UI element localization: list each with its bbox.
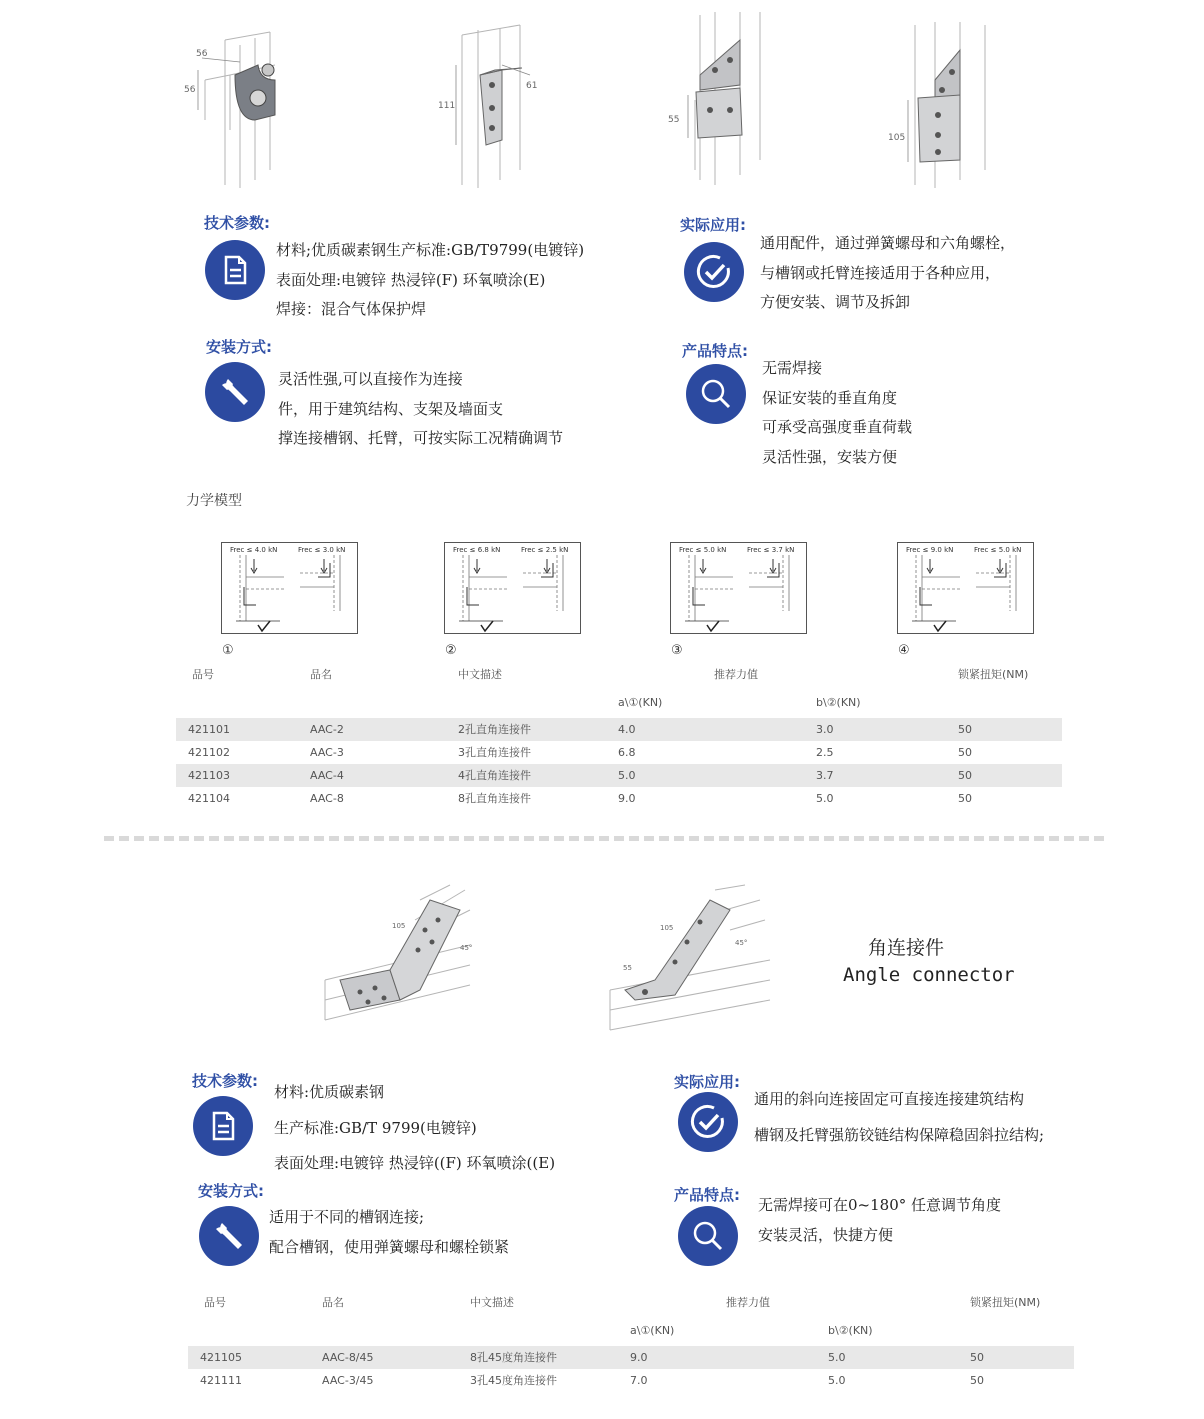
force-limit-a: Frec ≤ 5.0 kN <box>679 546 727 554</box>
cell-a: 9.0 <box>630 1351 648 1364</box>
cell-desc: 2孔直角连接件 <box>458 723 531 736</box>
text-line: 件，用于建筑结构、支架及墙面支 <box>278 399 504 418</box>
cell-code: 421104 <box>188 792 230 805</box>
cell-b: 5.0 <box>816 792 834 805</box>
table-row <box>176 764 1062 787</box>
dimension-label: 55 <box>668 115 680 125</box>
cell-code: 421111 <box>200 1374 242 1387</box>
cell-a: 5.0 <box>618 769 636 782</box>
application-title: 实际应用: <box>680 216 746 234</box>
cell-name: AAC-2 <box>310 723 344 736</box>
force-limit-a: Frec ≤ 4.0 kN <box>230 546 278 554</box>
dimension-label: 105 <box>392 922 406 930</box>
text-line: 与槽钢或托臂连接适用于各种应用， <box>760 263 1001 282</box>
header-name: 品名 <box>310 668 332 681</box>
text-line: 保证安装的垂直角度 <box>762 388 898 407</box>
dimension-label: 55 <box>623 964 632 972</box>
mechanics-title: 力学模型 <box>186 493 242 509</box>
header-desc: 中文描述 <box>458 668 502 681</box>
cell-desc: 3孔45度角连接件 <box>470 1374 557 1387</box>
mechanics-diagram <box>444 542 581 634</box>
check-circle-icon <box>684 242 744 302</box>
cell-b: 5.0 <box>828 1351 846 1364</box>
header-desc: 中文描述 <box>470 1296 514 1309</box>
table-row <box>176 718 1062 741</box>
wrench-icon <box>205 362 265 422</box>
cell-name: AAC-8 <box>310 792 344 805</box>
tech-params-text <box>274 1075 555 1182</box>
product-image-aac-2 <box>180 20 300 190</box>
text-line: 可承受高强度垂直荷载 <box>762 418 913 436</box>
cell-desc: 8孔45度角连接件 <box>470 1351 557 1364</box>
force-limit-a: Frec ≤ 9.0 kN <box>906 546 954 554</box>
header-torque: 锁紧扭矩(NM) <box>958 668 1029 681</box>
application-title: 实际应用: <box>674 1073 740 1091</box>
dimension-label: 45° <box>735 939 748 947</box>
cell-torque: 50 <box>970 1374 984 1387</box>
cell-torque: 50 <box>958 723 972 736</box>
text-line: 安装灵活，快捷方便 <box>758 1225 894 1244</box>
diagram-number: ② <box>445 643 457 658</box>
text-line: 配合槽钢，使用弹簧螺母和螺栓锁紧 <box>269 1237 510 1256</box>
magnifier-icon <box>686 364 746 424</box>
cell-desc: 3孔直角连接件 <box>458 746 531 759</box>
cell-a: 7.0 <box>630 1374 648 1387</box>
cell-b: 3.7 <box>816 769 834 782</box>
features-text <box>762 354 912 472</box>
text-line: 通用配件，通过弹簧螺母和六角螺栓， <box>760 234 1016 252</box>
cell-a: 4.0 <box>618 723 636 736</box>
text-line: 无需焊接 <box>762 359 823 377</box>
cell-b: 3.0 <box>816 723 834 736</box>
mechanics-diagram <box>897 542 1034 634</box>
cell-name: AAC-8/45 <box>322 1351 374 1364</box>
cell-torque: 50 <box>958 792 972 805</box>
text-line: 槽钢及托臂强筋铰链结构保障稳固斜拉结构; <box>754 1125 1045 1144</box>
header-force: 推荐力值 <box>714 668 758 681</box>
text-line: 表面处理:电镀锌 热浸锌(F) 环氧喷涂(E) <box>276 270 546 289</box>
diagram-number: ③ <box>671 643 683 658</box>
table-row <box>188 1346 1074 1369</box>
product-image-aac-8 <box>880 20 1010 190</box>
cell-b: 2.5 <box>816 746 834 759</box>
product-image-aac-8-45 <box>320 880 480 1030</box>
dimension-label: 105 <box>660 924 674 932</box>
force-limit-b: Frec ≤ 3.7 kN <box>747 546 795 554</box>
text-line: 撑连接槽钢、托臂，可按实际工况精确调节 <box>278 429 564 447</box>
header-force-b: b\②(KN) <box>816 696 861 709</box>
force-limit-b: Frec ≤ 5.0 kN <box>974 546 1022 554</box>
features-title: 产品特点: <box>674 1186 740 1204</box>
cell-name: AAC-4 <box>310 769 344 782</box>
product-name-en: Angle connector <box>843 964 1015 986</box>
text-line: 灵活性强，安装方便 <box>762 447 898 466</box>
cell-code: 421105 <box>200 1351 242 1364</box>
application-text <box>760 229 1015 318</box>
wrench-icon <box>199 1206 259 1266</box>
text-line: 生产标准:GB/T 9799(电镀锌) <box>274 1118 477 1137</box>
header-force: 推荐力值 <box>726 1296 770 1309</box>
diagram-number: ④ <box>898 643 910 658</box>
product-image-aac-3-45 <box>605 880 775 1040</box>
cell-a: 9.0 <box>618 792 636 805</box>
dimension-label: 56 <box>196 49 208 59</box>
force-limit-b: Frec ≤ 3.0 kN <box>298 546 346 554</box>
features-title: 产品特点: <box>682 342 748 360</box>
text-line: 材料;优质碳素钢生产标准:GB/T9799(电镀锌) <box>276 241 585 259</box>
table-body <box>176 718 1062 810</box>
section-divider <box>104 836 1104 842</box>
dimension-label: 45° <box>460 944 473 952</box>
dimension-label: 61 <box>526 81 538 91</box>
tech-params-title: 技术参数: <box>192 1072 258 1090</box>
cell-code: 421102 <box>188 746 230 759</box>
installation-text <box>269 1203 509 1262</box>
cell-desc: 8孔直角连接件 <box>458 792 531 805</box>
cell-desc: 4孔直角连接件 <box>458 769 531 782</box>
text-line: 通用的斜向连接固定可直接连接建筑结构 <box>754 1090 1025 1108</box>
product-image-aac-4 <box>660 10 780 190</box>
dimension-label: 111 <box>438 101 456 111</box>
cell-code: 421103 <box>188 769 230 782</box>
application-text <box>754 1082 1044 1153</box>
product-image-aac-3 <box>430 20 550 190</box>
cell-a: 6.8 <box>618 746 636 759</box>
table-row <box>188 1369 1074 1392</box>
cell-torque: 50 <box>958 746 972 759</box>
spec-table-1 <box>176 660 1062 810</box>
header-name: 品名 <box>322 1296 344 1309</box>
text-line: 无需焊接可在0~180° 任意调节角度 <box>758 1196 1002 1214</box>
table-row <box>176 741 1062 764</box>
diagram-number: ① <box>222 643 234 658</box>
force-limit-b: Frec ≤ 2.5 kN <box>521 546 569 554</box>
header-code: 品号 <box>204 1296 226 1309</box>
mechanics-diagram <box>670 542 807 634</box>
table-row <box>176 787 1062 810</box>
tech-params-text <box>276 236 584 325</box>
cell-name: AAC-3 <box>310 746 344 759</box>
force-limit-a: Frec ≤ 6.8 kN <box>453 546 501 554</box>
header-force-b: b\②(KN) <box>828 1324 873 1337</box>
header-code: 品号 <box>192 668 214 681</box>
document-icon <box>205 240 265 300</box>
header-force-a: a\①(KN) <box>618 696 663 709</box>
cell-name: AAC-3/45 <box>322 1374 374 1387</box>
document-icon <box>193 1096 253 1156</box>
spec-table-2 <box>188 1288 1074 1398</box>
text-line: 表面处理:电镀锌 热浸锌((F) 环氧喷涂((E) <box>274 1154 556 1172</box>
text-line: 方便安装、调节及拆卸 <box>760 293 911 311</box>
text-line: 焊接：混合气体保护焊 <box>276 300 427 318</box>
dimension-label: 105 <box>888 133 906 143</box>
installation-title: 安装方式: <box>206 338 272 356</box>
tech-params-title: 技术参数: <box>204 214 270 232</box>
product-name-cn: 角连接件 <box>868 937 945 959</box>
text-line: 材料:优质碳素钢 <box>274 1083 385 1101</box>
installation-title: 安装方式: <box>198 1182 264 1200</box>
cell-code: 421101 <box>188 723 230 736</box>
header-torque: 锁紧扭矩(NM) <box>970 1296 1041 1309</box>
magnifier-icon <box>678 1206 738 1266</box>
text-line: 灵活性强,可以直接作为连接 <box>278 370 463 388</box>
table-body <box>188 1346 1074 1392</box>
cell-torque: 50 <box>958 769 972 782</box>
text-line: 适用于不同的槽钢连接; <box>269 1208 425 1226</box>
header-force-a: a\①(KN) <box>630 1324 675 1337</box>
dimension-label: 56 <box>184 85 196 95</box>
mechanics-diagram <box>221 542 358 634</box>
check-circle-icon <box>678 1092 738 1152</box>
cell-torque: 50 <box>970 1351 984 1364</box>
cell-b: 5.0 <box>828 1374 846 1387</box>
installation-text <box>278 365 563 454</box>
features-text <box>758 1191 1001 1250</box>
